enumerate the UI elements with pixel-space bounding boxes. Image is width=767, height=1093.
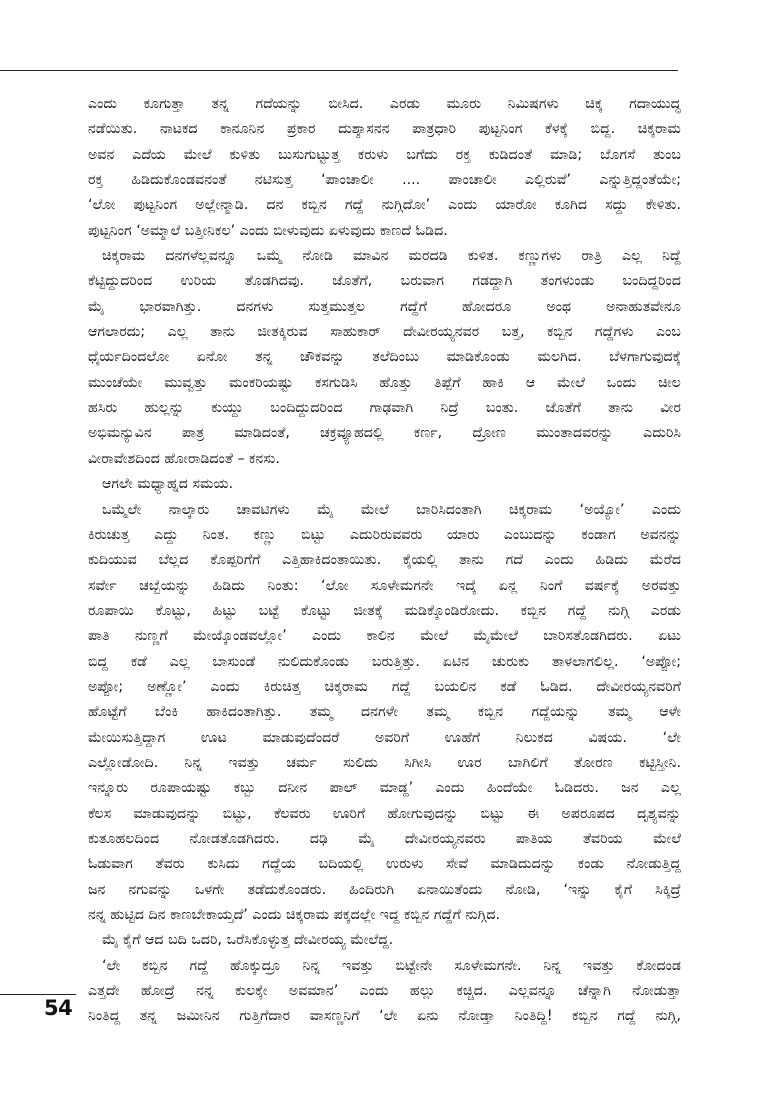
text-line: ಹೊಟ್ಟೆಗೆ ಬೆಂಕಿ ಹಾಕಿದಂತಾಗಿತ್ತು. ತಮ್ಮ ದನಗಳೇ ತಮ್ಮ ಕಬ್ಬಿನ ಗದ್ದೆಯನ್ನು ತಮ್ಮ ಆಳೇ xyxy=(88,704,681,721)
text-line: ಎತ್ತದೇ ಹೋದ್ರೆ ನನ್ನ ಕುಲಕ್ಕೇ ಅವಮಾನ’ ಎಂದು ಹಲ್ಲು ಕಚ್ಚಿದ. ಎಲ್ಲವನ್ನೂ ಚೆನ್ನಾಗಿ ನೋಡುತ್ತಾ xyxy=(88,983,681,1000)
page-body-text xyxy=(88,92,681,1030)
text-line: ‘ಲೇ ಕಬ್ಬಿನ ಗದ್ದೆ ಹೊಕ್ಕುದ್ರೂ ನಿನ್ನ ಇವತ್ತು ಬಿಟ್ಟೇನೇ ಸೂಳೇಮಗನೇ. ನಿನ್ನ ಇವತ್ತು ಕೋದಂಡ xyxy=(102,957,681,974)
text-line: ವೀರಾವೇಶದಿಂದ ಹೋರಾಡಿದಂತೆ – ಕನಸು. xyxy=(88,450,280,467)
text-line: ಮೈ ಭಾರವಾಗಿತ್ತು. ದನಗಳು ಸುತ್ತಮುತ್ತಲ ಗದ್ದೆಗೆ ಹೋದರೂ ಅಂಥ ಅನಾಹುತವೇನೂ xyxy=(88,298,681,315)
text-line: ನನ್ನ ಹುಟ್ಟಿದ ದಿನ ಕಾಣಬೇಕಾಯ್ತದೆ’ ಎಂದು ಚಿಕ್ಕರಾಮ ಪಕ್ಕದಲ್ಲೇ ಇದ್ದ ಕಬ್ಬಿನ ಗದ್ದೆಗೆ ನುಗ್ಗಿದ. xyxy=(88,907,501,923)
text-line: ‘ಲೋ ಪುಟ್ಟನಿಂಗ ಅಲ್ಲೇನ್ಮಾಡಿ. ದನ ಕಬ್ಬಿನ ಗದ್ದೆ ನುಗ್ಗಿದೋ’ ಎಂದು ಯಾರೋ ಕೂಗಿದ ಸದ್ದು ಕೇಳಿತು. xyxy=(88,197,681,214)
text-line: ಕೆಟ್ಟಿದ್ದುದರಿಂದ ಉರಿಯ ತೊಡಗಿದವು. ಜೊತೆಗೆ, ಬರುವಾಗ ಗಡದ್ದಾಗಿ ತಂಗಳುಂಡು ಬಂದಿದ್ದರಿಂದ xyxy=(88,273,681,290)
text-line: ಇನ್ನೂರು ರೂಪಾಯಷ್ಟು ಕಬ್ಬು ದನೀನ ಪಾಲ್ ಮಾಡ್ದ’ ಎಂದು ಹಿಂದೆಯೇ ಓಡಿದರು. ಜನ ಎಲ್ಲ xyxy=(88,780,681,797)
text-line: ಕುತೂಹಲದಿಂದ ನೋಡತೊಡಗಿದರು. ದಢಿ ಮೈ ದೇವೀರಯ್ಯನವರು ಪಾತಿಯ ತೆವರಿಯ ಮೇಲೆ xyxy=(88,830,681,847)
text-line: ಅವನ ಎದೆಯ ಮೇಲೆ ಕುಳಿತು ಬುಸುಗುಟ್ಟುತ್ತ ಕರುಳು ಬಗೆದು ರಕ್ತ ಕುಡಿದಂತೆ ಮಾಡಿ; ಬೊಗಸೆ ತುಂಬ xyxy=(88,146,681,163)
text-line: ಪಾತಿ ನುಣ್ಣಗೆ ಮೇಯ್ಕೊಂಡವಲ್ಲೋ’ ಎಂದು ಕಾಲಿನ ಮೇಲೆ ಮೈಮೇಲೆ ಬಾರಿಸತೊಡಗಿದರು. ಏಟು xyxy=(88,628,681,645)
text-line: ಒಮ್ಮೆಲೇ ನಾಲ್ಕಾರು ಚಾವಟಿಗಳು ಮೈ ಮೇಲೆ ಬಾರಿಸಿದಂತಾಗಿ ಚಿಕ್ಕರಾಮ ‘ಅಯ್ಯೋ’ ಎಂದು xyxy=(102,501,681,518)
text-line: ಮೈ ಕೈಗೆ ಆದ ಬದಿ ಒದರಿ, ಒರೆಸಿಕೊಳ್ಳುತ್ತ ದೇವೀರಯ್ಯ ಮೇಲೆದ್ದ. xyxy=(102,932,394,949)
text-line: ಬಿದ್ದ ಕಡೆ ಎಲ್ಲ ಬಾಸುಂಡೆ ನುಲಿದುಕೊಂಡು ಬರುತ್ತಿತ್ತು. ಏಟಿನ ಚುರುಕು ತಾಳಲಾಗಲಿಲ್ಲ. ‘ಅಪ್ಪೋ; xyxy=(88,653,681,670)
footer-rule xyxy=(0,994,76,995)
text-line: ಚಿಕ್ಕರಾಮ ದನಗಳೆಲ್ಲವನ್ನೂ ಒಮ್ಮೆ ನೋಡಿ ಮಾವಿನ ಮರದಡಿ ಕುಳಿತ. ಕಣ್ಣುಗಳು ರಾತ್ರಿ ಎಲ್ಲ ನಿದ್ದೆ xyxy=(102,248,681,265)
header-rule xyxy=(0,70,678,71)
text-line: ಕಿರುಚುತ್ತ ಎದ್ದು ನಿಂತ. ಕಣ್ಣು ಬಿಟ್ಟು ಎದುರಿರುವವರು ಯಾರು ಎಂಬುದನ್ನು ಕಂಡಾಗ ಅವನನ್ನು xyxy=(88,526,681,543)
text-line: ಅಭಿಮನ್ಯುವಿನ ಪಾತ್ರ ಮಾಡಿದಂತೆ, ಚಕ್ರವ್ಯೂಹದಲ್ಲಿ ಕರ್ಣ, ದ್ರೋಣ ಮುಂತಾದವರನ್ನು ಎದುರಿಸಿ xyxy=(88,425,681,442)
text-line: ಧೈರ್ಯದಿಂದಲೋ ಏನೋ ತನ್ನ ಚೌಕವನ್ನು ತಲೆದಿಂಬು ಮಾಡಿಕೊಂಡು ಮಲಗಿದ. ಬೆಳಗಾಗುವುದಕ್ಕೆ xyxy=(88,349,681,366)
text-line: ಕುದಿಯುವ ಬೆಲ್ಲದ ಕೊಪ್ಪರಿಗೆಗೆ ಎತ್ತಿಹಾಕಿದಂತಾಯಿತು. ಕೈಯಲ್ಲಿ ತಾನು ಗದೆ ಎಂದು ಹಿಡಿದು ಮೆರೆದ xyxy=(88,552,681,569)
text-line: ಮುಂಚೆಯೇ ಮುವ್ವತ್ತು ಮಂಕರಿಯಷ್ಟು ಕಸಗುಡಿಸಿ ಹೊತ್ತು ತಿಪ್ಪೆಗೆ ಹಾಕಿ ಆ ಮೇಲೆ ಒಂದು ಚೀಲ xyxy=(88,374,681,391)
text-line: ಆಗಲಾರದು; ಎಲ್ಲ ತಾನು ಜೀತಕ್ಕಿರುವ ಸಾಹುಕಾರ್ ದೇವೀರಯ್ಯನವರ ಬತ್ತ, ಕಬ್ಬಿನ ಗದ್ದೆಗಳು ಎಂಬ xyxy=(88,324,681,341)
text-line: ಅಪ್ಪೋ; ಅಣ್ಣೋ’ ಎಂದು ಕಿರುಚಿತ್ತ ಚಿಕ್ಕರಾಮ ಗದ್ದೆ ಬಯಲಿನ ಕಡೆ ಓಡಿದ. ದೇವೀರಯ್ಯನವರಿಗೆ xyxy=(88,678,681,695)
text-line: ಎಂದು ಕೂಗುತ್ತಾ ತನ್ನ ಗದೆಯನ್ನು ಬೀಸಿದ. ಎರಡು ಮೂರು ನಿಮಿಷಗಳು ಚಿಕ್ಕ ಗದಾಯುದ್ಧ xyxy=(88,96,681,112)
text-line: ಸರ್ವೇ ಚಬ್ಬೆಯನ್ನು ಹಿಡಿದು ನಿಂತು: ‘ಲೋ ಸೂಳೇಮಗನೇ ಇದ್ಕೆ ಏನ್ಲ ನಿಂಗೆ ವರ್ಷಕ್ಕೆ ಅರವತ್ತು xyxy=(88,577,681,594)
text-line: ರೂಪಾಯಿ ಕೊಟ್ಟು, ಹಿಟ್ಟು ಬಟ್ಟೆ ಕೊಟ್ಟು ಜೀತಕ್ಕೆ ಮಡಿಕ್ಕೊಂಡಿರೋದು. ಕಬ್ಬಿನ ಗದ್ದೆ ನುಗ್ಗಿ ಎರಡು xyxy=(88,602,681,619)
text-line: ಕೆಲಸ ಮಾಡುವುದನ್ನು ಬಿಟ್ಟು, ಕೆಲವರು ಊರಿಗೆ ಹೋಗುವುದನ್ನು ಬಿಟ್ಟು ಈ ಅಪರೂಪದ ದೃಶ್ಯವನ್ನು xyxy=(88,805,681,822)
text-line: ಜನ ನಗುವನ್ನು ಒಳಗೇ ತಡೆದುಕೊಂಡರು. ಹಿಂದಿರುಗಿ ಏನಾಯಿತೆಂದು ನೋಡಿ, ‘ಇನ್ನು ಕೈಗೆ ಸಿಕ್ಕಿದ್ರೆ xyxy=(88,881,681,898)
text-line: ಮೇಯಿಸುತ್ತಿದ್ದಾಗ ಊಟ ಮಾಡುವುದೆಂದರೆ ಅವರಿಗೆ ಊಹೆಗೆ ನಿಲುಕದ ವಿಷಯ. ‘ಲೇ xyxy=(88,729,681,746)
text-line: ಹಸಿರು ಹುಲ್ಲನ್ನು ಕುಯ್ದು ಬಂದಿದ್ದುದರಿಂದ ಗಾಢವಾಗಿ ನಿದ್ರೆ ಬಂತು. ಜೊತೆಗೆ ತಾನು ವೀರ xyxy=(88,400,681,417)
text-line: ರಕ್ತ ಹಿಡಿದುಕೊಂಡವನಂತೆ ನಟಿಸುತ್ತ ‘ಪಾಂಚಾಲೀ .... ಪಾಂಚಾಲೀ ಎಲ್ಲಿರುವೆ’ ಎನ್ನುತ್ತಿದ್ದಂತೆಯೇ; xyxy=(88,172,681,189)
text-line: ಪುಟ್ಟನಿಂಗ ‘ಅಮ್ಮಾಲೆ ಬತ್ತೀನಿಕಲ’ ಎಂದು ಬೀಳುವುದು ಏಳುವುದು ಕಾಣದೆ ಓಡಿದ. xyxy=(88,222,448,239)
text-line: ನಿಂತಿದ್ದ ತನ್ನ ಜಮೀನಿನ ಗುತ್ತಿಗೆದಾರ ವಾಸಣ್ಣನಿಗೆ ‘ಲೇ ಏನು ನೋಡ್ತಾ ನಿಂತಿದ್ದಿ! ಕಬ್ಬಿನ ಗದ್ದೆ ನುಗ್ಗಿ, xyxy=(88,1008,681,1025)
text-line: ಆಗಲೇ ಮಧ್ಯಾಹ್ನದ ಸಮಯ. xyxy=(102,476,234,493)
text-line: ನಡೆಯಿತು. ನಾಟಕದ ಕಾನೂನಿನ ಪ್ರಕಾರ ದುಶ್ಶಾಸನನ ಪಾತ್ರಧಾರಿ ಪುಟ್ಟನಿಂಗ ಕೆಳಕ್ಕೆ ಬಿದ್ದ. ಚಿಕ್ಕರಾಮ xyxy=(88,121,681,138)
text-line: ಎಲ್ಲೋಡೋದಿ. ನಿನ್ನ ಇವತ್ತು ಚರ್ಮ ಸುಲಿದು ಸಿಗೀಸಿ ಊರ ಬಾಗಿಲಿಗೆ ತೋರಣ ಕಟ್ಟಿಸ್ತೀನಿ. xyxy=(88,754,681,771)
text-line: ಓಡುವಾಗ ತೆವರು ಕುಸಿದು ಗದ್ದೆಯ ಬದಿಯಲ್ಲಿ ಉರುಳು ಸೇವೆ ಮಾಡಿದುದನ್ನು ಕಂಡು ನೋಡುತ್ತಿದ್ದ xyxy=(88,856,681,873)
page-number: 54 xyxy=(44,996,73,1020)
